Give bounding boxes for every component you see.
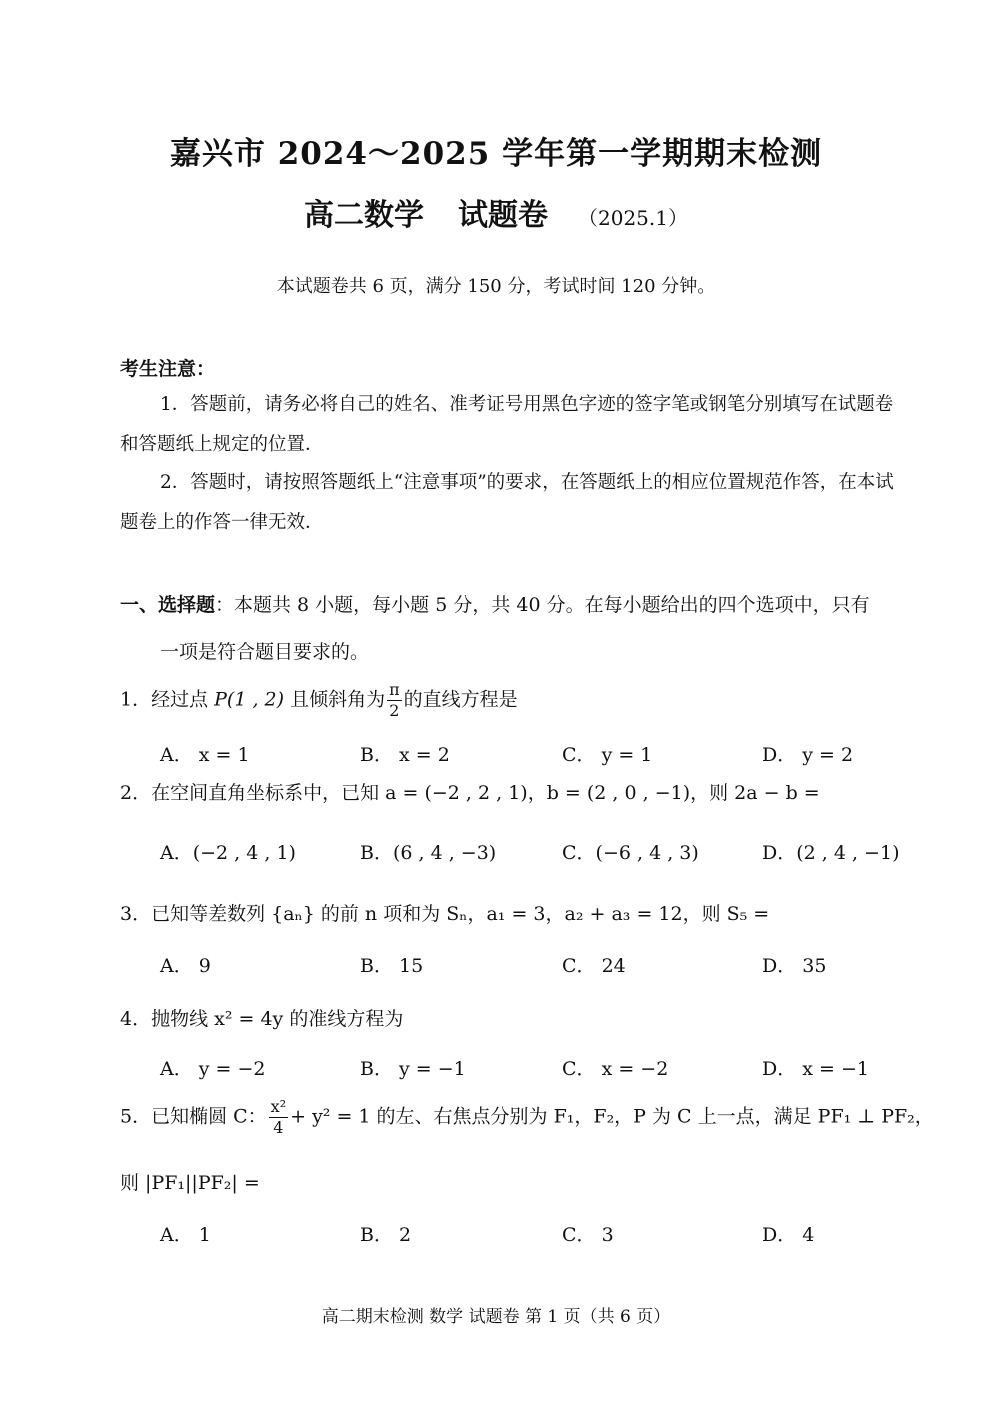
q4-option-d: D． x = −1 (762, 1058, 869, 1080)
q3-option-c: C． 24 (562, 955, 626, 977)
q4-option-a: A． y = −2 (160, 1058, 266, 1080)
q5-option-c: C． 3 (562, 1224, 614, 1246)
fraction-pi-over-2: $\frac{\pi}{2}$ (389, 680, 400, 720)
point-p: P(1 , 2) (214, 688, 285, 711)
question-2: 2．在空间直角坐标系中，已知 a = (−2 , 2 , 1)，b = (2 , 0 , −1)，则 2a − b = (120, 782, 820, 804)
q5-option-b: B． 2 (360, 1224, 412, 1246)
q3-option-b: B． 15 (360, 955, 424, 977)
q3-option-a: A． 9 (160, 955, 211, 977)
q1-option-c: C． y = 1 (562, 744, 653, 766)
notice-heading: 考生注意： (120, 358, 216, 380)
question-4: 4．抛物线 x² = 4y 的准线方程为 (120, 1008, 404, 1030)
q4-option-c: C． x = −2 (562, 1058, 669, 1080)
q2-option-b: B．(6 , 4 , −3) (360, 842, 497, 864)
question-5: 5．已知椭圆 C： $\frac{\text{x²}}{4}$ + y² = 1 的左、右焦点分别为 F₁，F₂，P 为 C 上一点，满足 PF₁ ⊥ PF₂， (120, 1097, 934, 1137)
question-5-cont: 则 |PF₁||PF₂| = (120, 1172, 260, 1194)
q3-option-d: D． 35 (762, 955, 827, 977)
section-1-label: 一、选择题 (120, 594, 216, 616)
question-3: 3．已知等差数列 {aₙ} 的前 n 项和为 Sₙ，a₁ = 3，a₂ + a₃ = 12，则 S₅ = (120, 903, 770, 925)
exam-info: 本试题卷共 6 页，满分 150 分，考试时间 120 分钟。 (276, 276, 716, 297)
q1-option-b: B． x = 2 (360, 744, 450, 766)
q2-option-c: C．(−6 , 4 , 3) (562, 842, 699, 864)
fraction-x2-over-4: $\frac{\text{x²}}{4}$ (270, 1097, 287, 1137)
notice-item-2: 2．答题时，请按照答题纸上“注意事项”的要求，在答题纸上的相应位置规范作答，在本试题卷上的作答一律无效． (120, 472, 894, 533)
q2-option-a: A．(−2 , 4 , 1) (160, 842, 296, 864)
exam-date: （2025.1） (578, 206, 688, 230)
page-footer: 高二期末检测 数学 试题卷 第 1 页（共 6 页） (321, 1307, 671, 1327)
q5-option-a: A． 1 (160, 1224, 211, 1246)
paper-kind-label: 试题卷 (458, 198, 548, 233)
subject-label: 高二数学 (304, 198, 424, 233)
section-1-desc-cont: 一项是符合题目要求的。 (160, 641, 370, 663)
question-1: 1．经过点 P(1 , 2) 且倾斜角为 $\frac{\pi}{2}$ 的直线方程是 (120, 680, 518, 720)
q4-option-b: B． y = −1 (360, 1058, 466, 1080)
notice-item-1: 1．答题前，请务必将自己的姓名、准考证号用黑色字迹的签字笔或钢笔分别填写在试题卷和答题纸上规定的位置． (120, 394, 894, 455)
q1-option-a: A． x = 1 (160, 744, 250, 766)
q5-option-d: D． 4 (762, 1224, 815, 1246)
exam-title: 嘉兴市 2024～2025 学年第一学期期末检测 (169, 136, 823, 172)
section-1-desc: ：本题共 8 小题，每小题 5 分，共 40 分。在每小题给出的四个选项中，只有 (215, 594, 870, 616)
q2-option-d: D．(2 , 4 , −1) (762, 842, 900, 864)
q1-option-d: D． y = 2 (762, 744, 854, 766)
exam-subtitle (0, 190, 992, 234)
section-1-header (120, 590, 870, 617)
